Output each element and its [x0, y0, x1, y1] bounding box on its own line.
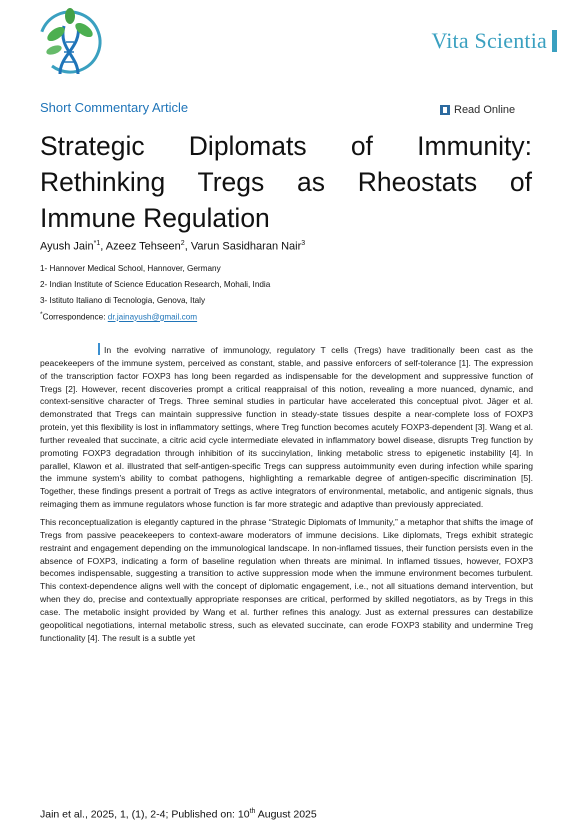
journal-logo — [30, 4, 110, 82]
affiliation-item: 1- Hannover Medical School, Hannover, Germany — [40, 264, 221, 273]
body-paragraph-text: In the evolving narrative of immunology, regulatory T cells (Tregs) have traditionally been cast as the peacekeepers of the immune system, perceived as constant, stable, and passive enforcers of self-tolerance [1]. The expression of the transcription factor FOXP3 has long been regarded as indispensable for the development and suppressive function of Tregs [2]. However, recent discoveries prompt a critical reappraisal of this notion, revealing a more nuanced, dynamic, and context-sensitive character of Tregs. Three seminal studies in particular have accelerated this conceptual pivot. Jäger et al. demonstrated that Tregs can maintain suppressive function in steady-state tissues despite a near-complete loss of FOXP3 protein, yet this flexibility is lost in inflammatory settings, where Treg function becomes acutely FOXP3-dependent [3]. Wang et al. further revealed that succinate, a citric acid cycle intermediate elevated in inflammatory bowel disease, disrupts Treg function by promoting FOXP3 degradation through inhibition of its succinylation, linking metabolic stress to epigenetic instability [4]. In parallel, Klawon et al. illustrated that self-antigen-specific Tregs can suppress autoimmunity even during infection while sparing the immune system's ability to combat pathogens, highlighting a remarkable degree of antigen-specific discrimination [5]. Together, these findings present a portrait of Tregs as active integrators of environmental, metabolic, and antigenic signals, thus reimaging them as immune regulators whose function is far more strategic and adaptive than previously appreciated. — [40, 345, 533, 510]
citation-sup: th — [249, 808, 256, 815]
citation-footer — [40, 808, 317, 821]
correspondence — [40, 311, 197, 322]
article-title: Strategic Diplomats of Immunity: Rethinking Tregs as Rheostats of Immune Regulation — [40, 131, 532, 233]
author-list: Ayush Jain$^{*1}$, Azeez Tehseen$^2$, Varun Sasidharan Nair$^3$ — [40, 240, 306, 253]
affiliation-list — [40, 261, 270, 309]
author-name: Azeez Tehseen — [105, 240, 181, 253]
read-online-label: Read Online — [454, 104, 516, 116]
article-body — [40, 343, 533, 649]
body-paragraph: This reconceptualization is elegantly captured in the phrase “Strategic Diplomats of Immunity,” a metaphor that shifts the image of Tregs from passive peacekeepers to context-aware moderators of immune decisions. Like diplomats, Tregs exhibit strategic restraint and engagement depending on the immunological landscape. In non-inflamed tissues, their function persists even in the absence of FOXP3, indicating a form of baseline regulation when threats are minimal. In inflamed tissues, however, FOXP3 becomes indispensable, suggesting a transition to active suppression mode when the immune environment becomes turbulent. This context-dependence aligns well with the concept of diplomatic engagement, i.e., not all situations demand intervention, but when they do, precise and contextually appropriate responses are critical, performed by skilled negotiators, as by Tregs in this case. The metabolic insight provided by Wang et al. further refines this analogy. Just as external pressures can destabilize geopolitical negotiations, internal metabolic stress, such as elevated succinate, can erode FOXP3 stability and undermine Treg functionality [4]. The result is a subtle yet — [40, 516, 533, 643]
document-icon — [440, 105, 450, 115]
journal-name: Vita Scientia — [431, 28, 547, 53]
read-online-link[interactable] — [440, 104, 515, 116]
correspondence-label: Correspondence: — [42, 312, 106, 322]
author-name: Ayush Jain — [40, 240, 94, 253]
correspondence-email-link[interactable]: dr.jainayush@gmail.com — [107, 312, 198, 322]
article-type-label: Short Commentary Article — [40, 100, 189, 115]
body-paragraph — [40, 343, 533, 511]
affiliation-item: 3- Istituto Italiano di Tecnologia, Genova, Italy — [40, 296, 206, 305]
text-cursor — [98, 343, 100, 355]
author-sup: 2 — [180, 240, 185, 247]
citation-suffix: August 2025 — [255, 808, 317, 821]
author-name: Varun Sasidharan Nair — [190, 240, 302, 253]
correspondence-mark: * — [40, 311, 43, 318]
author-sup: *1 — [93, 240, 101, 247]
author-sup: 3 — [301, 240, 306, 247]
journal-accent-bar — [552, 30, 557, 52]
affiliation-item: 2- Indian Institute of Science Education Research, Mohali, India — [40, 280, 271, 289]
citation-prefix: Jain et al., 2025, 1, (1), 2-4; Published on: 10 — [40, 808, 250, 821]
